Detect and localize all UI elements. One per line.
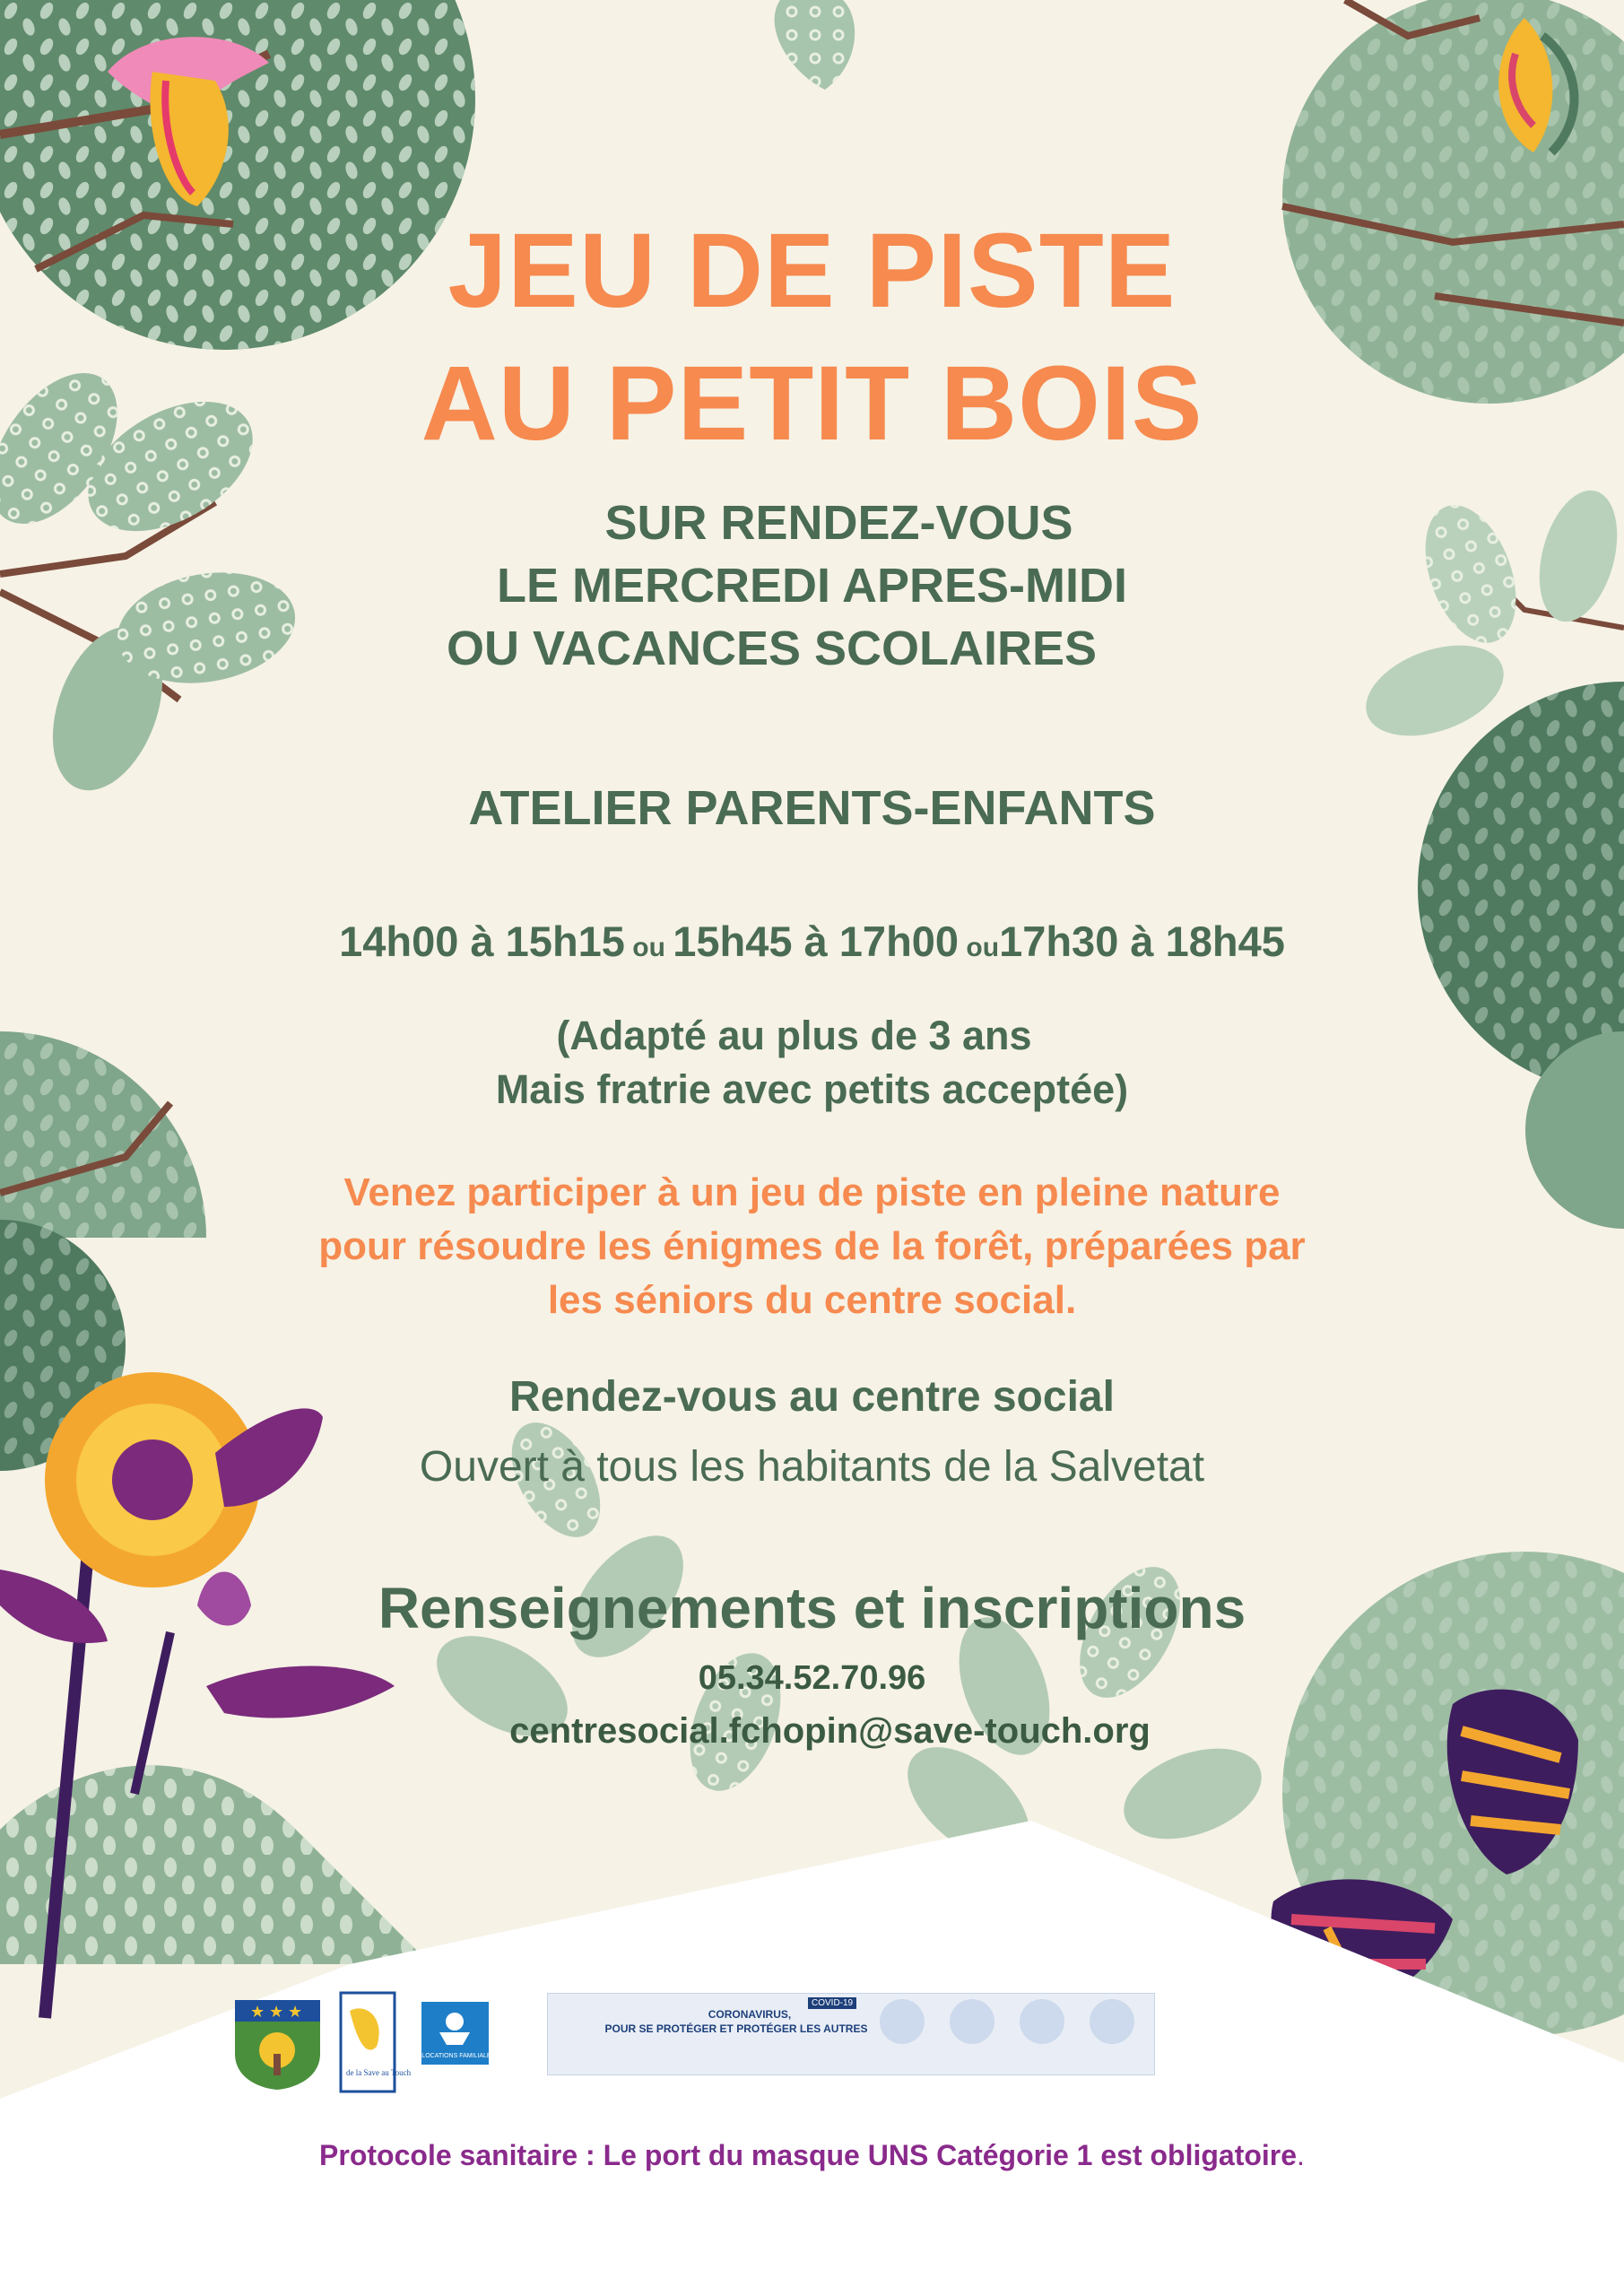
footer-text: Protocole sanitaire : Le port du masque UNS Catégorie 1 est obligatoire xyxy=(319,2139,1298,2171)
schedule-line-2: LE MERCREDI APRES-MIDI xyxy=(496,559,1128,613)
schedule-line-3: OU VACANCES SCOLAIRES xyxy=(446,622,1098,675)
footer-notice xyxy=(0,2139,1624,2172)
description-line-3: les séniors du centre social. xyxy=(547,1278,1077,1322)
open-to: Ouvert à tous les habitants de la Salvetat xyxy=(419,1443,1205,1491)
description-line-2: pour résoudre les énigmes de la forêt, préparées par xyxy=(318,1224,1306,1268)
handwash-icon xyxy=(880,1999,925,2044)
covid-badge: COVID-19 xyxy=(808,1997,856,2009)
svg-text:ALLOCATIONS FAMILIALES: ALLOCATIONS FAMILIALES xyxy=(413,2053,496,2059)
page-title xyxy=(0,204,1624,470)
town-crest-logo xyxy=(235,2000,320,2090)
tissue-icon xyxy=(1020,1999,1064,2044)
audience-line-2: Mais fratrie avec petits acceptée) xyxy=(495,1066,1129,1112)
time-slots xyxy=(0,917,1624,966)
audience-line-1: (Adapté au plus de 3 ans xyxy=(556,1013,1032,1058)
description-line-1: Venez participer à un jeu de piste en pleine nature xyxy=(343,1170,1281,1214)
title-line-2: AU PETIT BOIS xyxy=(421,344,1203,463)
time-slot-2: 15h45 à 17h00 xyxy=(673,918,960,965)
svg-text:★: ★ xyxy=(269,2003,284,2021)
svg-text:★: ★ xyxy=(250,2003,265,2021)
covid-banner xyxy=(547,1993,1155,2075)
covid-title: CORONAVIRUS, xyxy=(708,2008,792,2021)
contact-heading: Renseignements et inscriptions xyxy=(378,1576,1246,1640)
save-touch-logo xyxy=(341,1993,412,2092)
cough-elbow-icon xyxy=(950,1999,994,2044)
svg-text:★: ★ xyxy=(288,2003,303,2021)
svg-text:de la Save au Touch: de la Save au Touch xyxy=(346,2068,412,2077)
title-line-1: JEU DE PISTE xyxy=(447,212,1177,330)
leaf-icon xyxy=(775,0,855,90)
contact-email: centresocial.fchopin@save-touch.org xyxy=(509,1711,1151,1751)
schedule-intro xyxy=(0,491,1624,680)
audience-note xyxy=(0,1009,1624,1117)
time-slot-3: 17h30 à 18h45 xyxy=(999,918,1285,965)
meeting-place: Rendez-vous au centre social xyxy=(509,1373,1115,1421)
covid-subtitle: POUR SE PROTÉGER ET PROTÉGER LES AUTRES xyxy=(604,2022,868,2035)
schedule-line-1: SUR RENDEZ-VOUS xyxy=(604,496,1073,550)
contact-phone: 05.34.52.70.96 xyxy=(698,1659,926,1697)
time-slot-1: 14h00 à 15h15 xyxy=(339,918,625,965)
caf-logo xyxy=(413,2002,496,2065)
footer-period: . xyxy=(1297,2139,1305,2171)
workshop-label: ATELIER PARENTS-ENFANTS xyxy=(468,781,1156,835)
time-separator: ou xyxy=(624,933,673,962)
time-separator: ou xyxy=(959,933,1000,962)
activity-description xyxy=(0,1166,1624,1327)
no-handshake-icon xyxy=(1090,1999,1134,2044)
